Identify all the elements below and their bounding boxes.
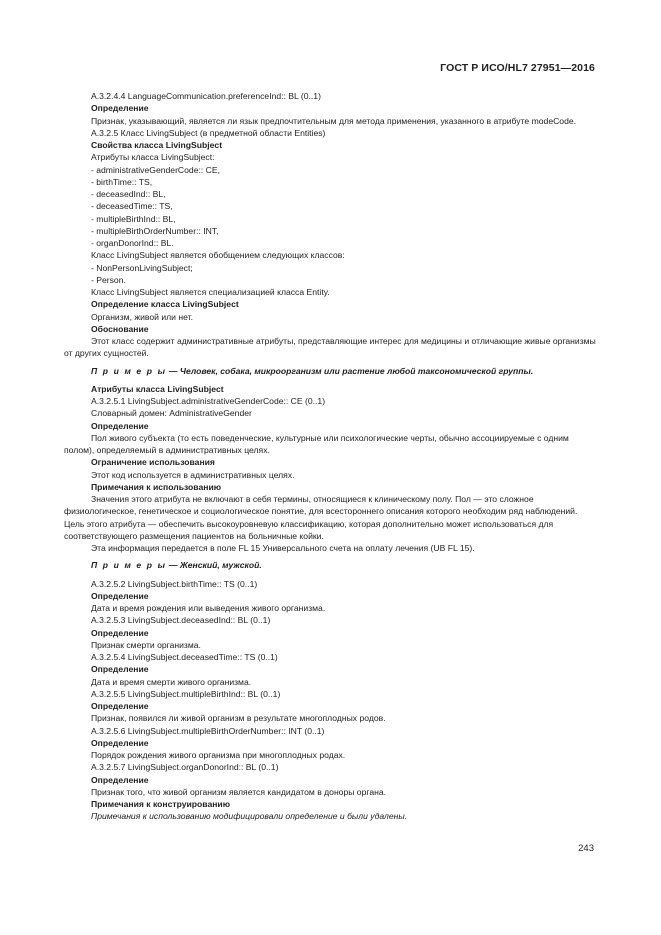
example-label: П р и м е р ы — [91, 365, 167, 376]
subheading: Определение класса LivingSubject — [91, 299, 239, 310]
list-item: - multipleBirthInd:: BL, — [91, 213, 176, 224]
paragraph: Порядок рождения живого организма при многоплодных родах. — [91, 750, 346, 760]
paragraph: Атрибуты класса LivingSubject: — [91, 152, 215, 163]
subheading: Примечания к конструированию — [91, 799, 231, 809]
paragraph: Дата и время смерти живого организма. — [91, 676, 252, 687]
paragraph: Словарный домен: AdministrativeGender — [91, 408, 252, 419]
page-number: 243 — [578, 843, 594, 854]
page-content — [64, 90, 600, 823]
paragraph: Признак того, что живой организм является кандидатом в доноры органа. — [91, 786, 387, 797]
subheading: Примечания к использованию — [91, 481, 222, 492]
example-note — [64, 559, 600, 571]
attribute-list — [64, 164, 600, 250]
subheading: Свойства класса LivingSubject — [91, 140, 223, 150]
subheading: Определение — [91, 664, 149, 675]
subheading: Определение — [91, 420, 149, 431]
section-heading: A.3.2.5.6 LivingSubject.multipleBirthOrderNumber:: INT (0..1) — [91, 725, 325, 736]
section-heading: A.3.2.5.4 LivingSubject.deceasedTime:: TS (0..1) — [91, 652, 278, 662]
subheading: Обоснование — [91, 323, 149, 334]
example-note — [64, 365, 600, 377]
paragraph: Класс LivingSubject является специализацией класса Entity. — [91, 287, 330, 297]
generalization-list — [64, 262, 600, 287]
paragraph: Этот класс содержит административные атрибуты, представляющие интерес для медицины и отличающие живые организмы от других сущностей. — [64, 336, 596, 359]
example-text: — Человек, собака, микроорганизм или растение любой таксономической группы. — [166, 365, 534, 376]
subheading: Атрибуты класса LivingSubject — [91, 383, 224, 394]
paragraph: Класс LivingSubject является обобщением следующих классов: — [91, 250, 345, 261]
list-item: - deceasedInd:: BL, — [91, 189, 166, 199]
subheading: Определение — [91, 627, 149, 638]
subheading: Определение — [91, 701, 149, 711]
section-heading: A.3.2.5.1 LivingSubject.administrativeGenderCode:: CE (0..1) — [91, 396, 326, 406]
section-heading: A.3.2.4.4 LanguageCommunication.preferenceInd:: BL (0..1) — [91, 91, 321, 101]
list-item: - administrativeGenderCode:: CE, — [91, 164, 220, 175]
example-text: — Женский, мужской. — [166, 560, 262, 571]
paragraph: Признак смерти организма. — [91, 639, 201, 650]
section-heading: A.3.2.5 Класс LivingSubject (в предметной области Entities) — [91, 127, 326, 138]
list-item: - multipleBirthOrderNumber:: INT, — [91, 225, 219, 236]
paragraph: Признак, появился ли живой организм в результате многоплодных родов. — [91, 713, 386, 724]
list-item: - Person. — [91, 274, 126, 285]
section-heading: A.3.2.5.2 LivingSubject.birthTime:: TS (0..1) — [91, 578, 258, 589]
list-item: - organDonorInd:: BL. — [91, 238, 174, 248]
subheading: Определение — [91, 590, 149, 601]
paragraph: Признак, указывающий, является ли язык предпочтительным для метода применения, указанного в атрибуте modeCode. — [91, 115, 577, 126]
subheading: Определение — [91, 774, 149, 785]
paragraph: Пол живого субъекта (то есть поведенческие, культурные или психологические черты, обычно ассоциируемые с одним полом), определяемый в административных целях. — [64, 432, 569, 455]
list-item: - birthTime:: TS, — [91, 176, 153, 187]
note-paragraph: Примечания к использованию модифицировали определение и были удалены. — [91, 811, 408, 822]
paragraph: Значения этого атрибута не включают в себя термины, относящиеся к клиническому полу. Пол — это сложное физиологическое, генетическое и социологическое понятие, для всестороннего описания которого необходим ряд наблюдений. Цель этого атрибута — обеспечить высокоуровневую классификацию, которая дополнительно может использоваться для соответствующего размещения пациентов на больничные койки. — [64, 494, 578, 541]
example-label: П р и м е р ы — [91, 560, 167, 571]
paragraph: Дата и время рождения или выведения живого организма. — [91, 603, 326, 613]
paragraph: Организм, живой или нет. — [91, 311, 193, 322]
page-header-standard-id: ГОСТ Р ИСО/HL7 27951—2016 — [440, 62, 595, 74]
paragraph: Этот код используется в административных целях. — [91, 469, 295, 480]
section-heading: A.3.2.5.5 LivingSubject.multipleBirthInd:: BL (0..1) — [91, 688, 281, 699]
list-item: - NonPersonLivingSubject; — [91, 262, 193, 273]
list-item: - deceasedTime:: TS, — [91, 201, 173, 212]
subheading: Определение — [91, 737, 149, 748]
subheading: Определение — [91, 103, 149, 114]
paragraph: Эта информация передается в поле FL 15 Универсального счета на оплату лечения (UB FL 15). — [91, 543, 475, 553]
section-heading: A.3.2.5.7 LivingSubject.organDonorInd:: BL (0..1) — [91, 762, 279, 773]
section-heading: A.3.2.5.3 LivingSubject.deceasedInd:: BL (0..1) — [91, 615, 271, 626]
subheading: Ограничение использования — [91, 457, 215, 468]
